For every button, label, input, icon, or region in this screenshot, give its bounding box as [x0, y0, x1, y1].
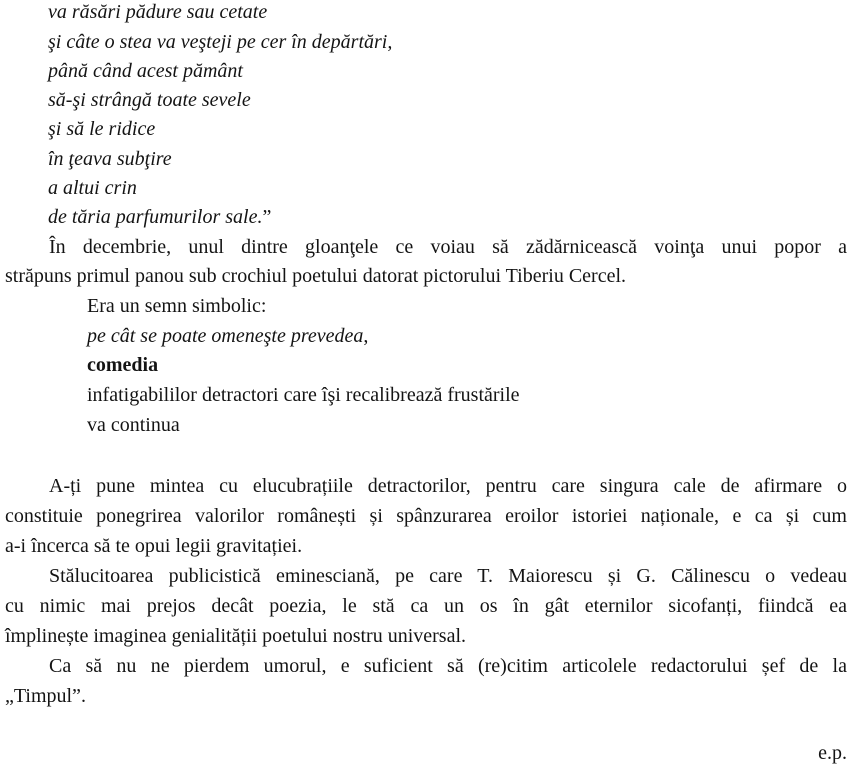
paragraph-line: a-i încerca să te opui legii gravitației. — [5, 535, 303, 557]
poem-line: până când acest pământ — [48, 60, 243, 82]
poem-line: va răsări pădure sau cetate — [48, 1, 268, 23]
poem-line: şi să le ridice — [48, 118, 156, 140]
symbolic-line: Era un semn simbolic: — [87, 295, 267, 317]
symbolic-line-bold: comedia — [87, 354, 159, 376]
poem-last-line — [48, 205, 271, 229]
italic-phrase: pe cât se poate omeneşte prevedea — [87, 325, 364, 347]
author-signature: e.p. — [818, 742, 847, 764]
poem-line: şi câte o stea va veşteji pe cer în depărtări, — [48, 31, 393, 53]
poem-line: a altui crin — [48, 177, 137, 199]
poem-line: în ţeava subţire — [48, 148, 172, 170]
comma: , — [363, 325, 369, 347]
symbolic-line: infatigabililor detractori care îşi recalibrează frustările — [87, 384, 520, 406]
paragraph-line: străpuns primul panou sub crochiul poetului datorat pictorului Tiberiu Cercel. — [5, 265, 627, 287]
poem-line: de tăria parfumurilor sale. — [48, 206, 263, 228]
paragraph-line: În decembrie, unul dintre gloanţele ce voiau să zădărnicească voinţa unui popor a — [49, 236, 847, 258]
paragraph-line: cu nimic mai prejos decât poezia, le stă ca un os în gât eternilor sicofanți, fiindcă ea — [5, 595, 847, 617]
paragraph-line: Ca să nu ne pierdem umorul, e suficient să (re)citim articolele redactorului șef de la — [49, 655, 847, 677]
paragraph-line: constituie ponegrirea valorilor românești și spânzurarea eroilor istoriei naționale, e ca și cum — [5, 505, 847, 527]
symbolic-line-italic — [87, 324, 368, 348]
symbolic-line: va continua — [87, 414, 180, 436]
paragraph-line: A-ți pune mintea cu elucubrațiile detractorilor, pentru care singura cale de afirmare o — [49, 475, 847, 497]
paragraph-line: „Timpul”. — [5, 685, 86, 707]
poem-line: să-şi strângă toate sevele — [48, 89, 251, 111]
close-quote: ” — [262, 206, 272, 228]
paragraph-line: împlinește imaginea genialității poetului nostru universal. — [5, 625, 467, 647]
paragraph-line: Stălucitoarea publicistică eminesciană, pe care T. Maiorescu și G. Călinescu o vedeau — [49, 565, 847, 587]
